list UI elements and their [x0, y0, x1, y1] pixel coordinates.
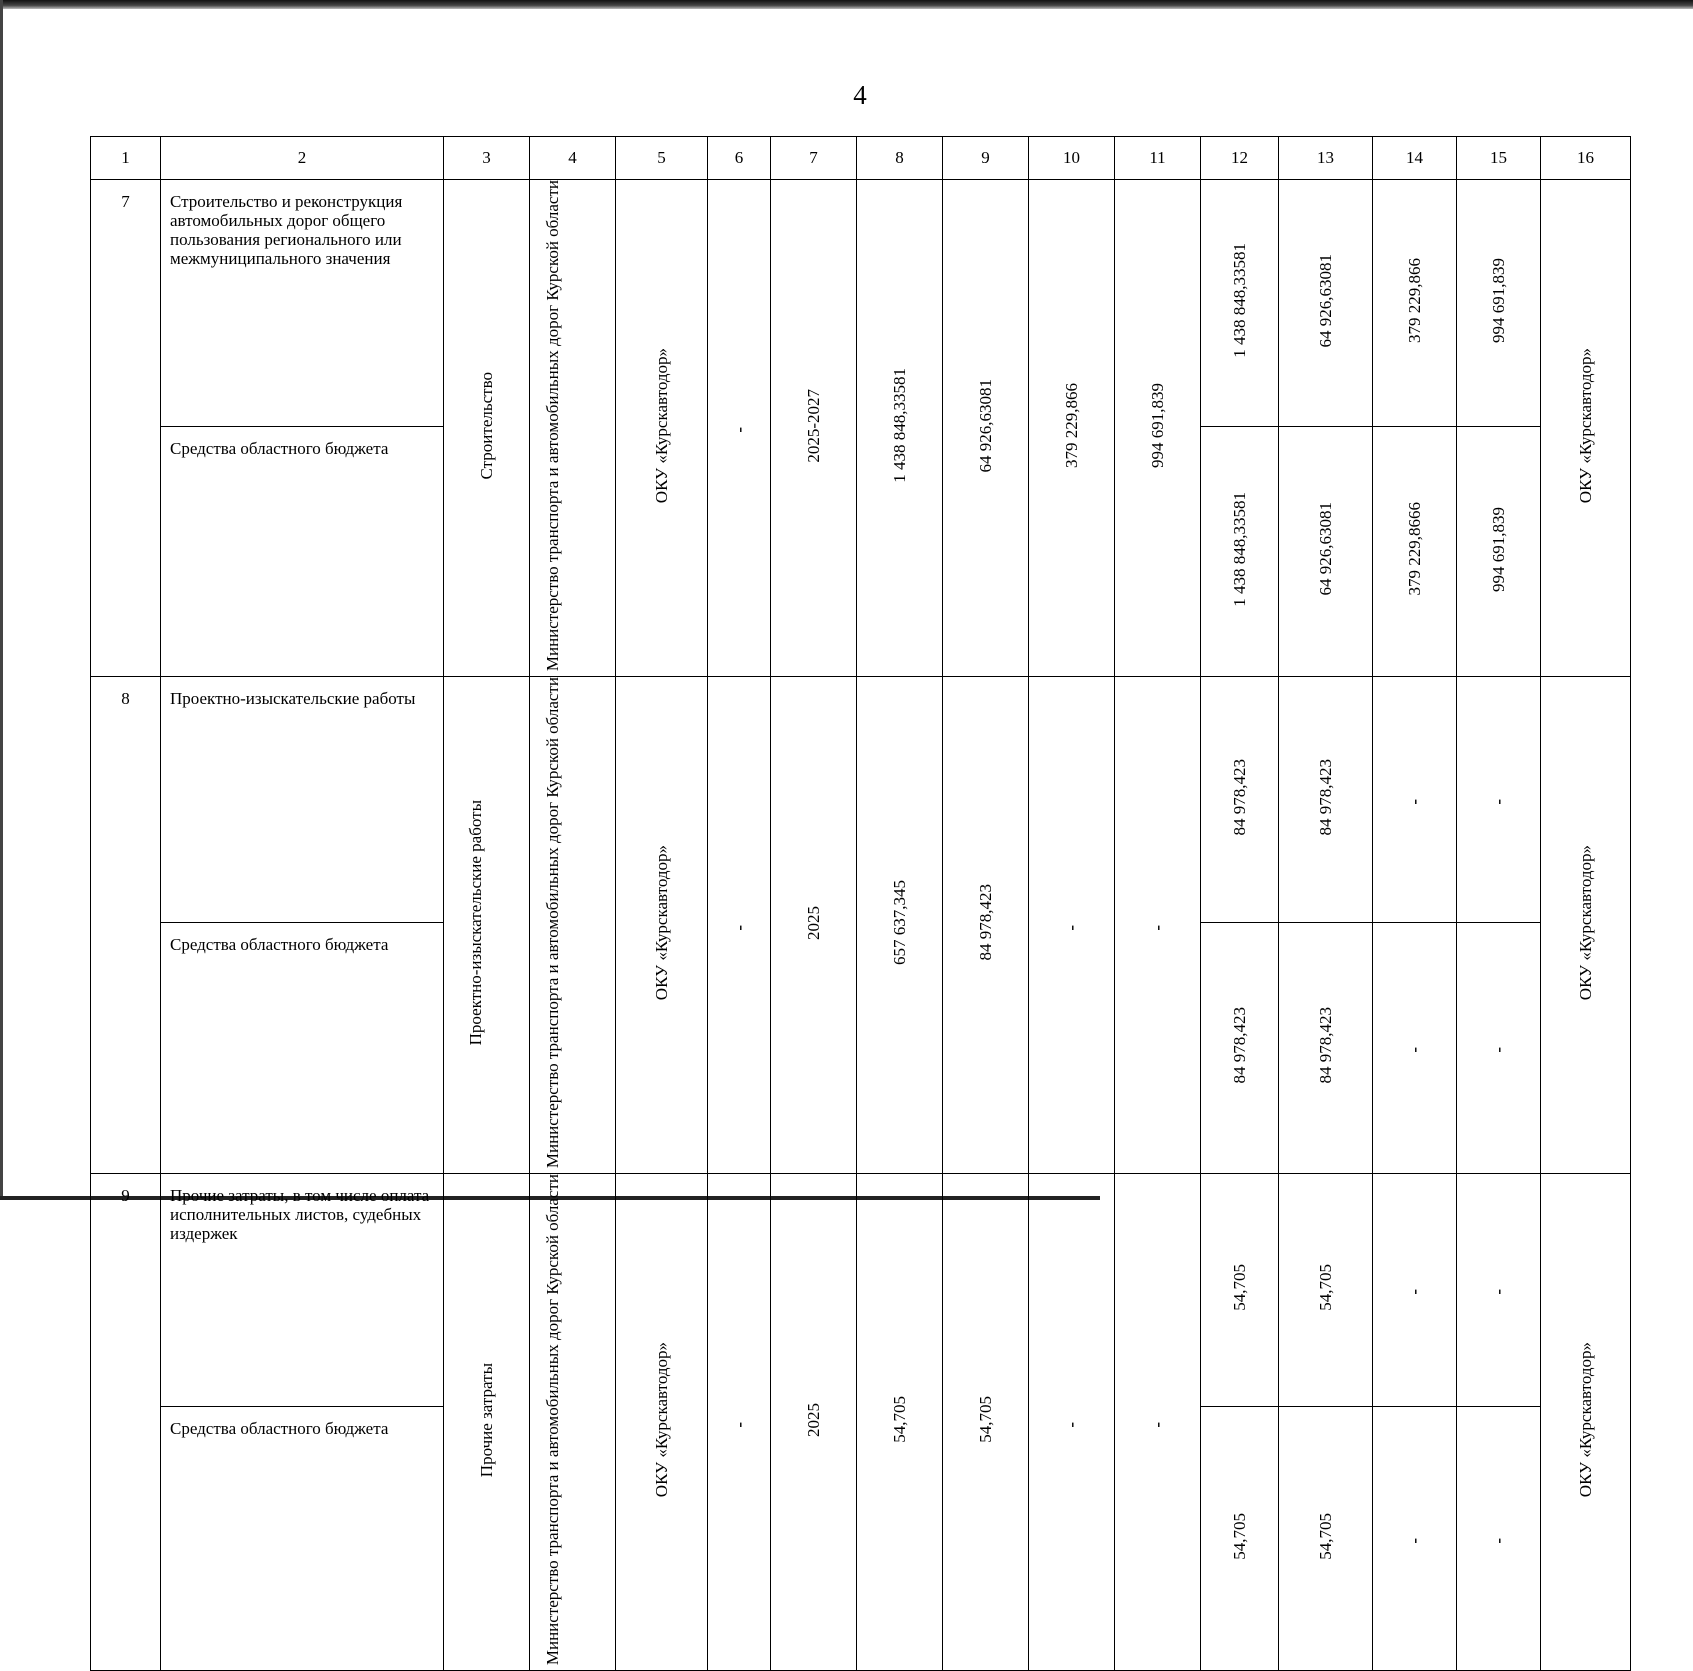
header-cell: 13: [1279, 137, 1373, 180]
budget-col14: -: [1405, 1047, 1424, 1054]
col10-cell: [1029, 180, 1115, 677]
header-cell: 10: [1029, 137, 1115, 180]
budget-col15: 994 691,839: [1489, 506, 1508, 592]
col9-cell: [943, 1174, 1029, 1671]
funding-source: Средства областного бюджета: [161, 427, 444, 677]
total-col13-cell: [1279, 1174, 1373, 1407]
total-col14-cell: [1373, 180, 1457, 427]
budget-col13: 64 926,63081: [1316, 502, 1335, 596]
total-col13: 84 978,423: [1316, 758, 1335, 836]
col8-value: 1 438 848,33581: [890, 368, 909, 483]
col8-value: 657 637,345: [890, 880, 909, 966]
total-col12: 1 438 848,33581: [1230, 243, 1249, 358]
total-col12: 84 978,423: [1230, 758, 1249, 836]
col6-cell: [708, 677, 771, 1174]
budget-col15: -: [1489, 1537, 1508, 1544]
budget-table: [90, 136, 1631, 1671]
col11-cell: [1115, 677, 1201, 1174]
page-number: 4: [853, 80, 867, 110]
col10-cell: [1029, 677, 1115, 1174]
col10-value: -: [1062, 1421, 1081, 1428]
total-col12-cell: [1201, 677, 1279, 923]
budget-col14: 379 229,8666: [1405, 502, 1424, 596]
header-cell: 7: [771, 137, 857, 180]
header-cell: 9: [943, 137, 1029, 180]
total-col15: 994 691,839: [1489, 258, 1508, 344]
col16-cell: [1541, 180, 1631, 677]
total-col15-cell: [1457, 1174, 1541, 1407]
col16-value: ОКУ «Курскавтодор»: [1576, 845, 1595, 1001]
header-cell: 8: [857, 137, 943, 180]
header-cell: 6: [708, 137, 771, 180]
budget-col15: -: [1489, 1047, 1508, 1054]
scan-edge-top: [0, 0, 1693, 9]
col9-value: 54,705: [976, 1396, 995, 1444]
executor-cell: [616, 677, 708, 1174]
col11-value: 994 691,839: [1148, 383, 1167, 469]
work-type: Строительство: [477, 371, 496, 480]
period: 2025: [804, 1402, 823, 1437]
total-col13: 54,705: [1316, 1264, 1335, 1311]
col10-value: -: [1062, 924, 1081, 931]
col11-value: -: [1148, 924, 1167, 931]
work-type: Проектно-изыскательские работы: [465, 800, 485, 1046]
header-cell: 3: [444, 137, 530, 180]
measure-name: Проектно-изыскательские работы: [161, 677, 444, 923]
total-col14-cell: [1373, 677, 1457, 923]
work-type: Прочие затраты: [477, 1362, 496, 1477]
budget-col12: 54,705: [1230, 1512, 1249, 1560]
col8-cell: [857, 1174, 943, 1671]
total-col15-cell: [1457, 180, 1541, 427]
budget-col15-cell: [1457, 427, 1541, 677]
row-number: 8: [91, 677, 161, 1174]
executor-cell: [616, 1174, 708, 1671]
header-cell: 14: [1373, 137, 1457, 180]
total-col12-cell: [1201, 180, 1279, 427]
col9-cell: [943, 677, 1029, 1174]
col6-value: -: [729, 427, 749, 434]
executor: ОКУ «Курскавтодор»: [652, 347, 671, 504]
col6-cell: [708, 1174, 771, 1671]
row-number: 7: [91, 180, 161, 677]
header-cell: 4: [530, 137, 616, 180]
row-number: 9: [91, 1174, 161, 1671]
funding-source: Средства областного бюджета: [161, 923, 444, 1174]
budget-col14-cell: [1373, 1406, 1457, 1671]
col9-cell: [943, 180, 1029, 677]
ministry-cell: [530, 1174, 616, 1671]
header-cell: 2: [161, 137, 444, 180]
col6-cell: [708, 180, 771, 677]
table-row-8: [91, 677, 1631, 923]
total-col13-cell: [1279, 180, 1373, 427]
total-col12-cell: [1201, 1174, 1279, 1407]
measure-name: Прочие затраты, в том числе оплата исполнительных листов, судебных издержек: [161, 1174, 444, 1407]
budget-col13-cell: [1279, 1406, 1373, 1671]
header-cell: 12: [1201, 137, 1279, 180]
period: 2025: [804, 905, 823, 940]
col6-value: -: [729, 924, 749, 931]
col10-value: 379 229,866: [1062, 383, 1081, 469]
scan-edge-left: [0, 0, 3, 1200]
col6-value: -: [729, 1421, 749, 1428]
period: 2025-2027: [804, 388, 823, 463]
measure-name: Строительство и реконструкция автомобильных дорог общего пользования регионального или межмуниципального значения: [161, 180, 444, 427]
header-cell: 15: [1457, 137, 1541, 180]
ministry: Министерство транспорта и автомобильных дорог Курской области: [542, 677, 562, 1169]
col8-cell: [857, 677, 943, 1174]
budget-col13: 84 978,423: [1316, 1007, 1335, 1084]
total-col13-cell: [1279, 677, 1373, 923]
executor: ОКУ «Курскавтодор»: [652, 1342, 671, 1498]
budget-col12: 1 438 848,33581: [1230, 491, 1249, 607]
work-type-cell: [444, 1174, 530, 1671]
col8-cell: [857, 180, 943, 677]
col11-cell: [1115, 1174, 1201, 1671]
header-cell: 11: [1115, 137, 1201, 180]
total-col15: -: [1489, 798, 1508, 805]
total-col13: 64 926,63081: [1316, 253, 1335, 348]
ministry-cell: [530, 677, 616, 1174]
budget-col14-cell: [1373, 427, 1457, 677]
header-cell: 5: [616, 137, 708, 180]
funding-source: Средства областного бюджета: [161, 1406, 444, 1671]
col9-value: 64 926,63081: [976, 378, 995, 473]
ministry: Министерство транспорта и автомобильных дорог Курской области: [542, 180, 562, 672]
budget-col12-cell: [1201, 923, 1279, 1174]
budget-col12: 84 978,423: [1230, 1007, 1249, 1084]
budget-col14: -: [1405, 1537, 1424, 1544]
budget-col15-cell: [1457, 923, 1541, 1174]
work-type-cell: [444, 180, 530, 677]
executor-cell: [616, 180, 708, 677]
total-col12: 54,705: [1230, 1264, 1249, 1311]
table-row-9: [91, 1174, 1631, 1407]
col16-cell: [1541, 677, 1631, 1174]
budget-col13-cell: [1279, 923, 1373, 1174]
col16-cell: [1541, 1174, 1631, 1671]
budget-col13: 54,705: [1316, 1512, 1335, 1560]
col11-value: -: [1148, 1421, 1167, 1428]
col16-value: ОКУ «Курскавтодор»: [1576, 347, 1595, 504]
budget-col15-cell: [1457, 1406, 1541, 1671]
total-col14-cell: [1373, 1174, 1457, 1407]
total-col14: 379 229,866: [1405, 258, 1424, 344]
period-cell: [771, 677, 857, 1174]
ministry: Министерство транспорта и автомобильных дорог Курской области: [542, 1174, 562, 1666]
col16-value: ОКУ «Курскавтодор»: [1576, 1342, 1595, 1498]
header-cell: 16: [1541, 137, 1631, 180]
ministry-cell: [530, 180, 616, 677]
executor: ОКУ «Курскавтодор»: [652, 845, 671, 1001]
header-cell: 1: [91, 137, 161, 180]
total-col14: -: [1405, 1289, 1424, 1296]
table-row-7: [91, 180, 1631, 427]
period-cell: [771, 180, 857, 677]
budget-col12-cell: [1201, 427, 1279, 677]
budget-col14-cell: [1373, 923, 1457, 1174]
budget-col12-cell: [1201, 1406, 1279, 1671]
col11-cell: [1115, 180, 1201, 677]
total-col14: -: [1405, 798, 1424, 805]
period-cell: [771, 1174, 857, 1671]
work-type-cell: [444, 677, 530, 1174]
col8-value: 54,705: [890, 1396, 909, 1444]
col10-cell: [1029, 1174, 1115, 1671]
total-col15: -: [1489, 1289, 1508, 1296]
col9-value: 84 978,423: [976, 884, 995, 961]
header-row: [91, 137, 1631, 180]
budget-col13-cell: [1279, 427, 1373, 677]
total-col15-cell: [1457, 677, 1541, 923]
